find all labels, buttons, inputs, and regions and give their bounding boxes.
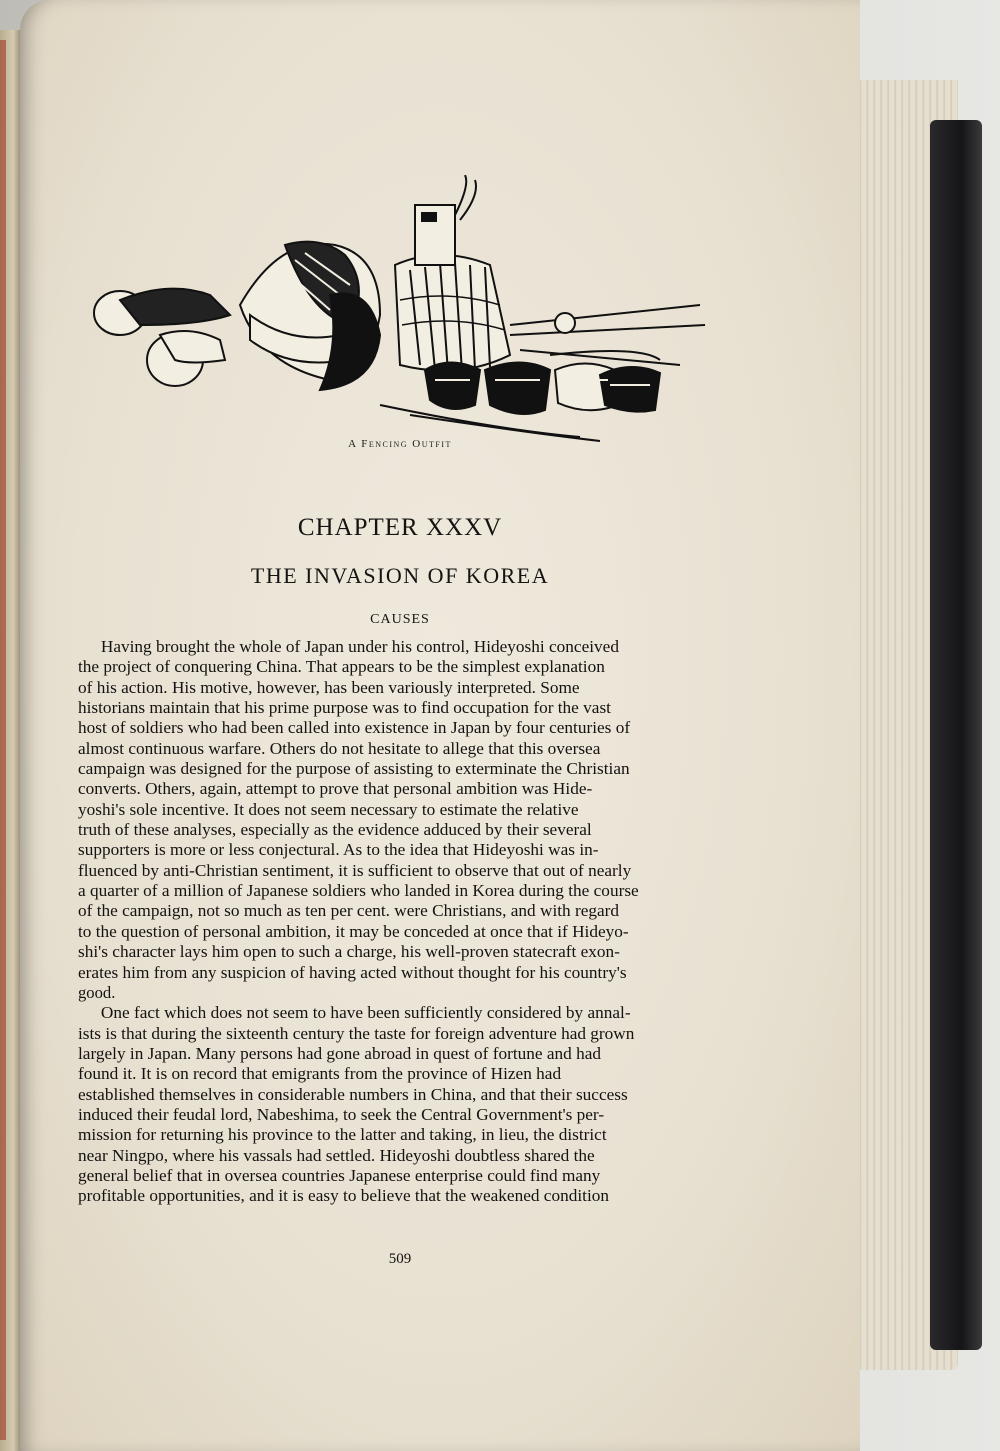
- book-cover: [930, 120, 982, 1350]
- facing-page-stain: [0, 40, 6, 1440]
- text-line: campaign was designed for the purpose of assisting to exterminate the Christian: [78, 759, 630, 779]
- text-line: yoshi's sole incentive. It does not seem necessary to estimate the relative: [78, 799, 579, 819]
- text-line: truth of these analyses, especially as the evidence adduced by their several: [78, 820, 592, 840]
- text-line: erates him from any suspicion of having acted without thought for his country's: [78, 962, 627, 982]
- chapter-number: CHAPTER XXXV: [297, 514, 503, 541]
- text-line: largely in Japan. Many persons had gone abroad in quest of fortune and had: [78, 1043, 602, 1063]
- text-line: ists is that during the sixteenth century the taste for foreign adventure had grown: [78, 1023, 635, 1043]
- text-line: mission for returning his province to the latter and taking, in lieu, the district: [78, 1125, 607, 1145]
- text-line: fluenced by anti-Christian sentiment, it is sufficient to observe that out of nearly: [78, 860, 632, 880]
- text-line: a quarter of a million of Japanese soldiers who landed in Korea during the course: [78, 881, 639, 901]
- text-line: converts. Others, again, attempt to prove that personal ambition was Hide-: [78, 779, 593, 799]
- text-line: of his action. His motive, however, has been variously interpreted. Some: [78, 677, 580, 697]
- text-line: supporters is more or less conjectural. As to the idea that Hideyoshi was in-: [78, 840, 599, 860]
- text-line: general belief that in oversea countries Japanese enterprise could find many: [78, 1165, 601, 1185]
- text-line: profitable opportunities, and it is easy to believe that the weakened condition: [78, 1186, 610, 1206]
- text-line: shi's character lays him open to such a charge, his well-proven statecraft exon-: [78, 942, 620, 962]
- text-line: almost continuous warfare. Others do not hesitate to allege that this oversea: [78, 738, 601, 758]
- text-line: historians maintain that his prime purpose was to find occupation for the vast: [78, 698, 611, 718]
- text-line: host of soldiers who had been called into existence in Japan by four centuries of: [78, 718, 631, 738]
- figure-caption: A Fencing Outfit: [348, 438, 452, 450]
- paragraph-2: [78, 1003, 724, 1206]
- text-line: near Ningpo, where his vassals had settled. Hideyoshi doubtless shared the: [78, 1145, 595, 1165]
- text-line: found it. It is on record that emigrants from the province of Hizen had: [78, 1064, 562, 1084]
- paragraph-1: [78, 637, 724, 1003]
- text-line: established themselves in considerable numbers in China, and that their success: [78, 1084, 628, 1104]
- fencing-outfit-illustration: [80, 175, 720, 445]
- text-line: One fact which does not seem to have been sufficiently considered by annal-: [100, 1003, 631, 1023]
- text-line: induced their feudal lord, Nabeshima, to seek the Central Government's per-: [78, 1104, 605, 1124]
- chapter-title: THE INVASION OF KOREA: [250, 563, 550, 588]
- text-line: the project of conquering China. That appears to be the simplest explanation: [78, 657, 605, 677]
- text-line: good.: [78, 982, 116, 1002]
- section-heading: CAUSES: [370, 612, 430, 627]
- body-text: [78, 637, 724, 1207]
- text-line: of the campaign, not so much as ten per cent. were Christians, and with regard: [78, 901, 620, 921]
- page-number: 509: [388, 1251, 412, 1267]
- text-line: Having brought the whole of Japan under his control, Hideyoshi conceived: [100, 637, 619, 656]
- text-line: to the question of personal ambition, it may be conceded at once that if Hideyo-: [78, 921, 629, 941]
